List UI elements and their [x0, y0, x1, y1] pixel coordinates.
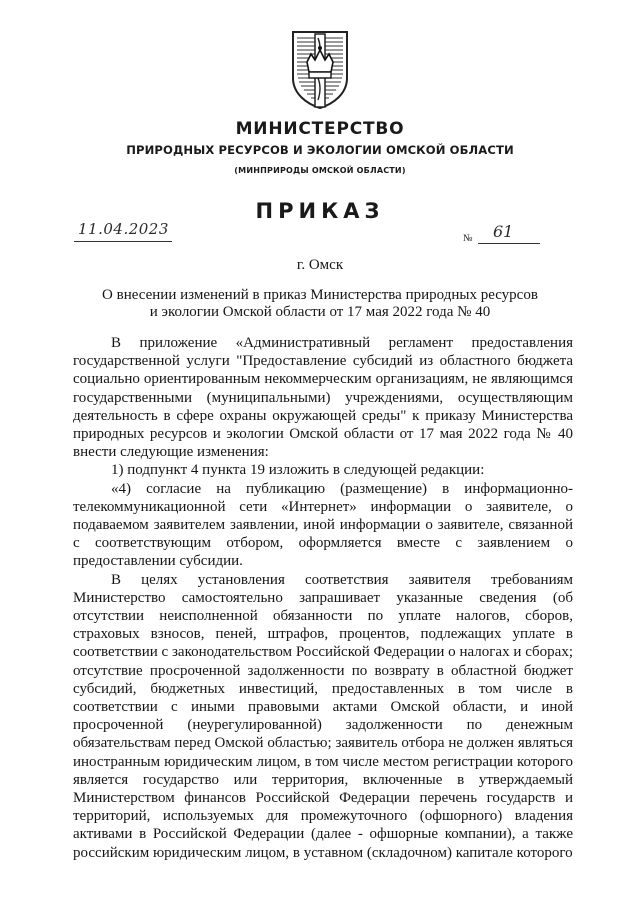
order-number: 61: [493, 222, 514, 241]
order-date: 11.04.2023: [78, 220, 169, 238]
coat-of-arms-icon: [289, 28, 351, 110]
city: г. Омск: [296, 257, 344, 273]
subject-line-1: О внесении изменений в приказ Министерства природных ресурсов: [102, 287, 538, 303]
number-underline: [478, 243, 540, 244]
date-underline: [74, 241, 172, 242]
paragraph-item-1: 1) подпункт 4 пункта 19 изложить в следующей редакции:: [111, 462, 485, 479]
subject-line-2: и экологии Омской области от 17 мая 2022 года № 40: [149, 304, 491, 320]
order-body: [73, 334, 573, 862]
document-type: ПРИКАЗ: [255, 199, 385, 223]
ministry-short-name: (МИНПРИРОДЫ ОМСКОЙ ОБЛАСТИ): [234, 166, 406, 175]
order-subject: [100, 287, 540, 321]
paragraph-intro: В приложение «Административный регламент предоставления государственной услуги "Предоставление субсидий из областного бюджета социально ориентированным некоммерческим организациям, не являющимся государственными (муниципальными) учреждениями, осуществляющим деятельность в сфере охраны окружающей среды" к приказу Министерства природных ресурсов и экологии Омской области от 17 мая 2022 года № 40 внести следующие изменения:: [73, 335, 573, 461]
ministry-title: МИНИСТЕРСТВО: [235, 119, 405, 139]
paragraph-requirements: В целях установления соответствия заявителя требованиям Министерство самостоятельно запрашивает указанные сведения (об отсутствии неисполненной обязанности по уплате налогов, сборов, страховых взносов, пеней, штрафов, процентов, подлежащих уплате в соответствии с законодательством Российской Федерации о налогах и сборах; отсутствие просроченной задолженности по возврату в областной бюджет субсидий, бюджетных инвестиций, предоставленных в том числе в соответствии с иными правовыми актами Омской области, и иной просроченной (неурегулированной) задолженности по денежным обязательствам перед Омской областью; заявитель отбора не должен являться иностранным юридическим лицом, в том числе местом регистрации которого является государство или территория, включенные в утверждаемый Министерством финансов Российской Федерации перечень государств и территорий, используемых для промежуточного (офшорного) владения активами в Российской Федерации (далее - офшорные компании), а также российским юридическим лицом, в уставном (складочном) капитале которого: [73, 571, 573, 861]
number-label: №: [463, 233, 473, 244]
paragraph-consent: «4) согласие на публикацию (размещение) в информационно-телекоммуникационной сети «Интернет» информации о заявителе, о подаваемом заявителем заявлении, иной информации о заявителе, связанной с соответствующим отбором, оформляется вместе с заявлением о предоставлении субсидии.: [73, 480, 573, 570]
ministry-full-name: ПРИРОДНЫХ РЕСУРСОВ И ЭКОЛОГИИ ОМСКОЙ ОБЛАСТИ: [126, 143, 514, 157]
